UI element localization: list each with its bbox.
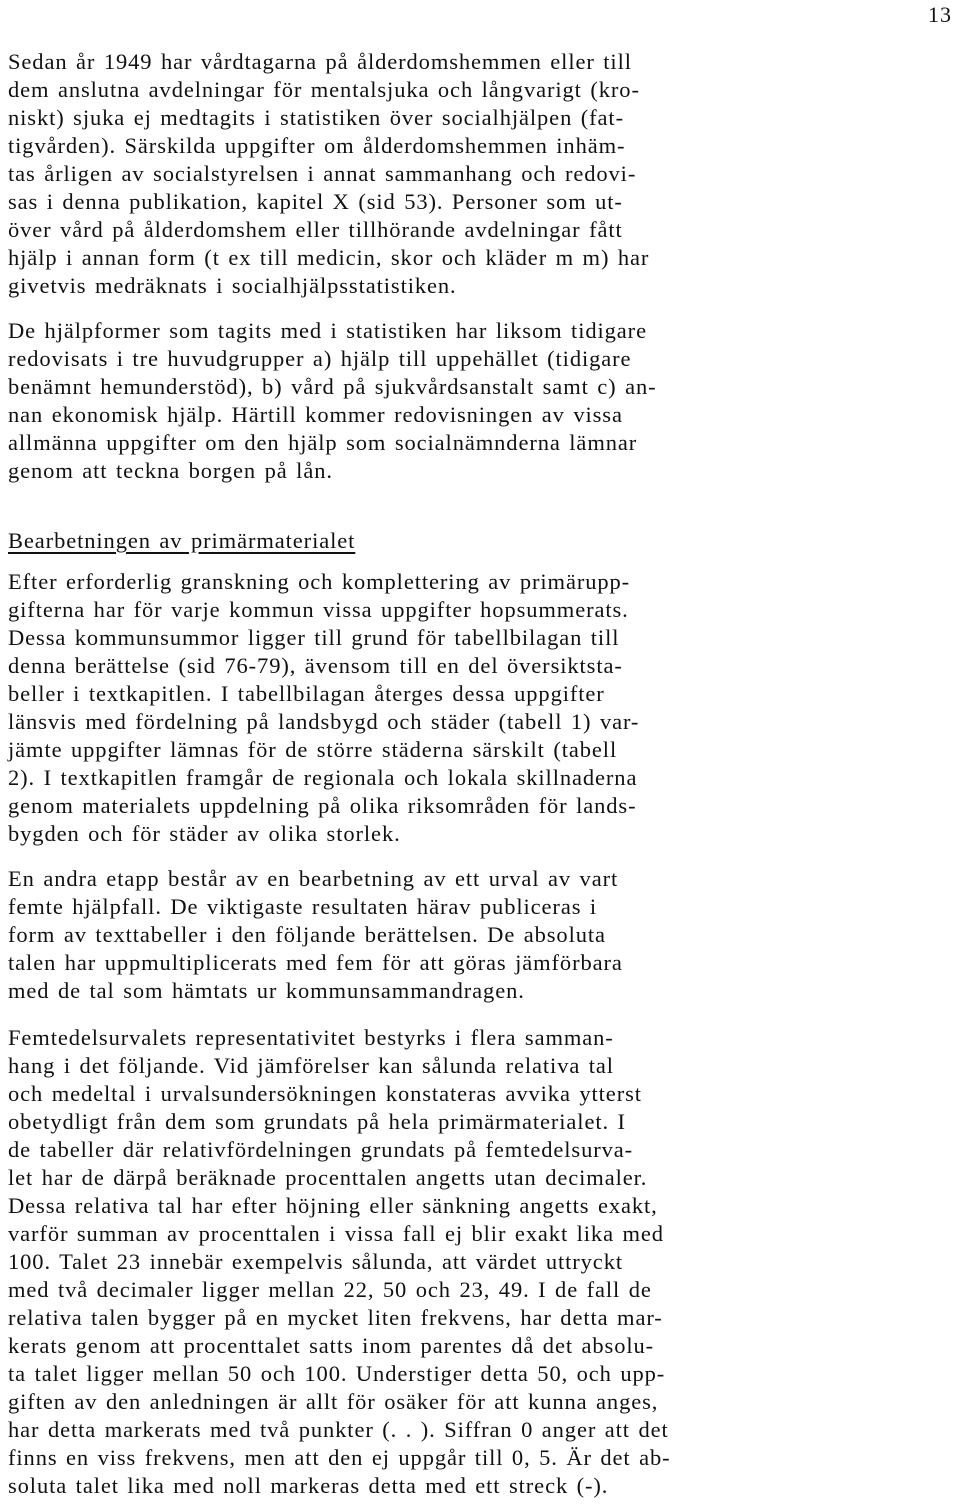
text-line: 2). I textkapitlen framgår de regionala och lokala skillnaderna <box>8 765 638 790</box>
text-line: jämte uppgifter lämnas för de större städerna särskilt (tabell <box>8 737 618 762</box>
text-line: givetvis medräknats i socialhjälpsstatistiken. <box>8 273 457 298</box>
text-line: gifterna har för varje kommun vissa uppgifter hopsummerats. <box>8 597 629 622</box>
text-line: varför summan av procenttalen i vissa fall ej blir exakt lika med <box>8 1221 664 1246</box>
text-line: talen har uppmultiplicerats med fem för att göras jämförbara <box>8 950 623 975</box>
text-line: denna berättelse (sid 76-79), ävensom till en del översiktsta- <box>8 653 623 678</box>
text-line: form av texttabeller i den följande berättelsen. De absoluta <box>8 922 606 947</box>
text-line: tigvården). Särskilda uppgifter om ålderdomshemmen inhäm- <box>8 133 626 158</box>
text-line: let har de därpå beräknade procenttalen angetts utan decimaler. <box>8 1165 648 1190</box>
text-line: tas årligen av socialstyrelsen i annat sammanhang och redovi- <box>8 161 637 186</box>
text-line: redovisats i tre huvudgrupper a) hjälp till uppehället (tidigare <box>8 346 632 371</box>
text-line: de tabeller där relativfördelningen grundats på femtedelsurva- <box>8 1137 634 1162</box>
text-line: länsvis med fördelning på landsbygd och städer (tabell 1) var- <box>8 709 640 734</box>
text-line: hjälp i annan form (t ex till medicin, skor och kläder m m) har <box>8 245 650 270</box>
text-line: ta talet ligger mellan 50 och 100. Understiger detta 50, och upp- <box>8 1361 666 1386</box>
text-line: soluta talet lika med noll markeras detta med ett streck (-). <box>8 1473 609 1498</box>
section-heading: Bearbetningen av primärmaterialet <box>8 528 356 553</box>
text-line: med de tal som hämtats ur kommunsammandragen. <box>8 978 525 1003</box>
text-line: sas i denna publikation, kapitel X (sid 53). Personer som ut- <box>8 189 623 214</box>
page-number: 13 <box>928 2 952 27</box>
text-line: har detta markerats med två punkter (. . ). Siffran 0 anger att det <box>8 1417 669 1442</box>
text-line: relativa talen bygger på en mycket liten frekvens, har detta mar- <box>8 1305 663 1330</box>
text-line: finns en viss frekvens, men att den ej uppgår till 0, 5. Är det ab- <box>8 1445 671 1470</box>
text-line: En andra etapp består av en bearbetning av ett urval av vart <box>8 866 619 891</box>
text-line: Dessa kommunsummor ligger till grund för tabellbilagan till <box>8 625 620 650</box>
text-line: dem anslutna avdelningar för mentalsjuka och långvarigt (kro- <box>8 77 640 102</box>
text-line: niskt) sjuka ej medtagits i statistiken över socialhjälpen (fat- <box>8 105 624 130</box>
text-line: Dessa relativa tal har efter höjning eller sänkning angetts exakt, <box>8 1193 658 1218</box>
text-line: och medeltal i urvalsundersökningen konstateras avvika ytterst <box>8 1081 642 1106</box>
text-line: över vård på ålderdomshem eller tillhörande avdelningar fått <box>8 217 623 242</box>
text-line: bygden och för städer av olika storlek. <box>8 821 401 846</box>
text-line: 100. Talet 23 innebär exempelvis sålunda, att värdet uttryckt <box>8 1249 623 1274</box>
text-line: benämnt hemunderstöd), b) vård på sjukvårdsanstalt samt c) an- <box>8 374 657 399</box>
text-line: obetydligt från dem som grundats på hela primärmaterialet. I <box>8 1109 626 1134</box>
text-line: De hjälpformer som tagits med i statistiken har liksom tidigare <box>8 318 647 343</box>
text-line: hang i det följande. Vid jämförelser kan sålunda relativa tal <box>8 1053 614 1078</box>
text-line: Efter erforderlig granskning och komplettering av primärupp- <box>8 569 631 594</box>
text-line: giften av den anledningen är allt för osäker för att kunna anges, <box>8 1389 659 1414</box>
text-line: genom materialets uppdelning på olika riksområden för lands- <box>8 793 637 818</box>
text-line: beller i textkapitlen. I tabellbilagan återges dessa uppgifter <box>8 681 605 706</box>
text-line: med två decimaler ligger mellan 22, 50 och 23, 49. I de fall de <box>8 1277 652 1302</box>
text-line: nan ekonomisk hjälp. Härtill kommer redovisningen av vissa <box>8 402 623 427</box>
text-line: allmänna uppgifter om den hjälp som socialnämnderna lämnar <box>8 430 638 455</box>
text-line: femte hjälpfall. De viktigaste resultaten härav publiceras i <box>8 894 598 919</box>
text-line: kerats genom att procenttalet satts inom parentes då det absolu- <box>8 1333 655 1358</box>
text-line: Femtedelsurvalets representativitet bestyrks i flera samman- <box>8 1025 614 1050</box>
text-line: genom att teckna borgen på lån. <box>8 458 333 483</box>
text-line: Sedan år 1949 har vårdtagarna på ålderdomshemmen eller till <box>8 49 632 74</box>
